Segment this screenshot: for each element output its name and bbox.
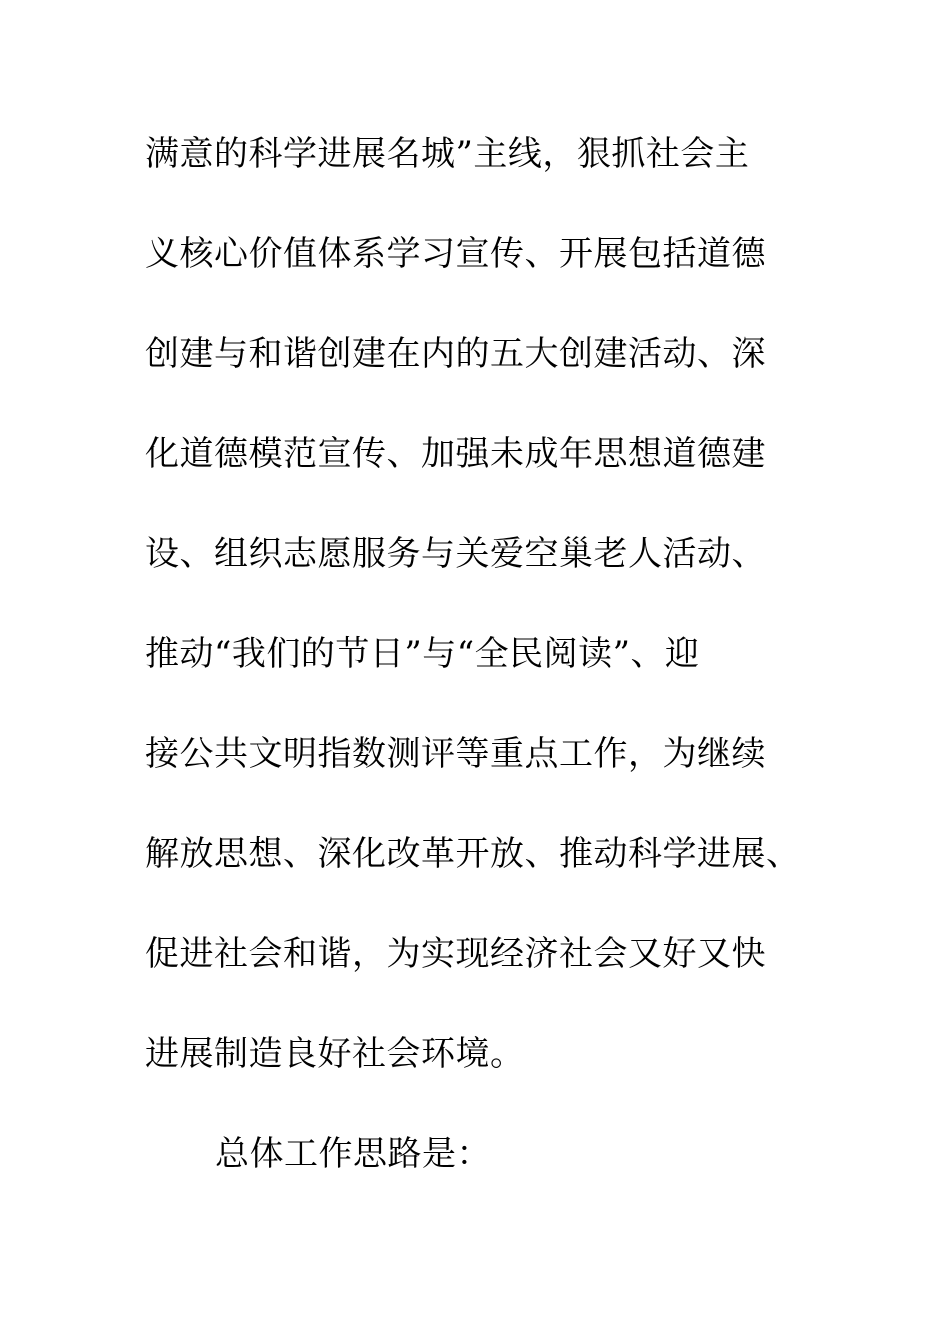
text-line: 满意的科学进展名城”主线，狠抓社会主 xyxy=(145,134,750,174)
body-text xyxy=(145,126,845,1226)
text-line: 化道德模范宣传、加强未成年思想道德建 xyxy=(145,434,766,474)
text-line: 进展制造良好社会环境。 xyxy=(145,1034,525,1074)
text-line: 解放思想、深化改革开放、推动科学进展、 xyxy=(145,834,801,874)
section-heading: 总体工作思路是： xyxy=(215,1134,491,1174)
text-line: 接公共文明指数测评等重点工作，为继续 xyxy=(145,734,766,774)
text-line: 促进社会和谐，为实现经济社会又好又快 xyxy=(145,934,766,974)
text-line: 义核心价值体系学习宣传、开展包括道德 xyxy=(145,234,766,274)
text-line: 设、组织志愿服务与关爱空巢老人活动、 xyxy=(145,534,766,574)
text-line: 创建与和谐创建在内的五大创建活动、深 xyxy=(145,334,766,374)
text-line: 推动“我们的节日”与“全民阅读”、迎 xyxy=(145,634,700,674)
